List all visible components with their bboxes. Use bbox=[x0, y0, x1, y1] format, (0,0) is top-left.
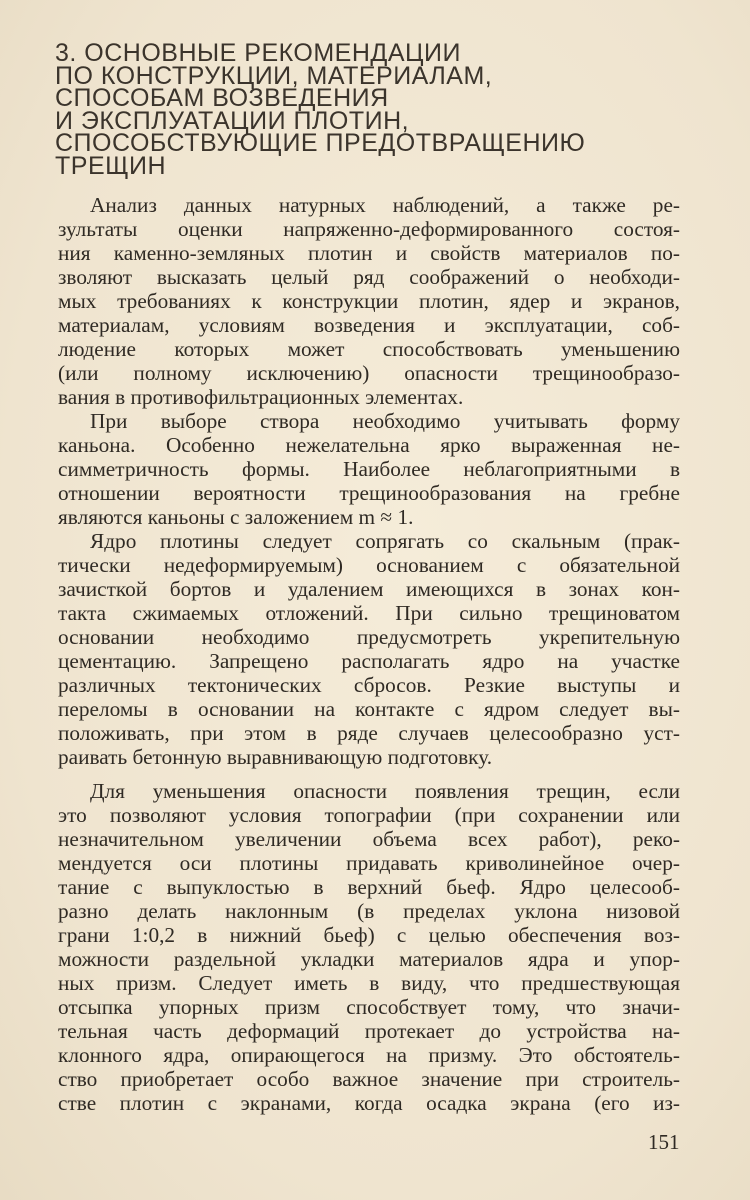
text-line: ство приобретает особо важное значение при строитель- bbox=[58, 1067, 680, 1091]
text-line: вания в противофильтрационных элементах. bbox=[58, 385, 464, 409]
text-line: Ядро плотины следует сопрягать со скальным (прак- bbox=[90, 529, 680, 553]
text-line: основании необходимо предусмотреть укрепительную bbox=[58, 625, 680, 649]
text-line: грани 1:0,2 в нижний бьеф) с целью обеспечения воз- bbox=[58, 923, 680, 947]
text-line: Анализ данных натурных наблюдений, а также ре- bbox=[90, 193, 680, 217]
heading-line: И ЭКСПЛУАТАЦИИ ПЛОТИН, bbox=[55, 106, 410, 135]
heading-line: 3. ОСНОВНЫЕ РЕКОМЕНДАЦИИ bbox=[55, 39, 461, 67]
paragraph-cracks bbox=[58, 779, 680, 1115]
text-line: клонного ядра, опирающегося на призму. Это обстоятель- bbox=[58, 1043, 680, 1067]
text-line: зультаты оценки напряженно-деформированного состоя- bbox=[58, 217, 680, 241]
text-line: материалам, условиям возведения и эксплуатации, соб- bbox=[58, 313, 680, 337]
paragraph-canyon bbox=[58, 409, 680, 529]
text-line: различных тектонических сбросов. Резкие выступы и bbox=[58, 673, 680, 697]
text-line: это позволяют условия топографии (при сохранении или bbox=[58, 803, 680, 827]
text-line: можности раздельной укладки материалов ядра и упор- bbox=[58, 947, 680, 971]
heading-line: СПОСОБАМ ВОЗВЕДЕНИЯ bbox=[55, 84, 389, 112]
text-line: являются каньоны с заложением m ≈ 1. bbox=[58, 505, 414, 529]
text-line: такта сжимаемых отложений. При сильно трещиноватом bbox=[58, 601, 680, 625]
text-line: мых требованиях к конструкции плотин, ядер и экранов, bbox=[58, 289, 680, 313]
paragraph-analysis bbox=[58, 193, 680, 409]
text-line: (или полному исключению) опасности трещинообразо- bbox=[58, 361, 680, 385]
text-line: переломы в основании на контакте с ядром следует вы- bbox=[58, 697, 680, 721]
heading-line: ПО КОНСТРУКЦИИ, МАТЕРИАЛАМ, bbox=[55, 61, 493, 90]
text-line: зволяют высказать целый ряд соображений о необходи- bbox=[58, 265, 680, 289]
text-line: цементацию. Запрещено располагать ядро на участке bbox=[58, 649, 680, 673]
text-line: отношении вероятности трещинообразования на гребне bbox=[58, 481, 680, 505]
text-line: мендуется оси плотины придавать криволинейное очер- bbox=[58, 851, 680, 875]
text-line: раивать бетонную выравнивающую подготовку. bbox=[58, 745, 493, 769]
text-line: тельная часть деформаций протекает до устройства на- bbox=[58, 1019, 680, 1043]
text-line: зачисткой бортов и удалением имеющихся в зонах кон- bbox=[58, 577, 680, 601]
text-line: симметричность формы. Наиболее неблагоприятными в bbox=[58, 457, 680, 481]
text-line: Для уменьшения опасности появления трещин, если bbox=[90, 779, 680, 803]
text-line: отсыпка упорных призм способствует тому, что значи- bbox=[58, 995, 680, 1019]
text-line: разно делать наклонным (в пределах уклона низовой bbox=[58, 899, 680, 923]
text-line: положивать, при этом в ряде случаев целесообразно уст- bbox=[58, 721, 680, 745]
body-text bbox=[58, 193, 680, 1115]
text-line: ния каменно-земляных плотин и свойств материалов по- bbox=[58, 241, 680, 265]
heading-line: ТРЕЩИН bbox=[55, 151, 167, 180]
text-line: стве плотин с экранами, когда осадка экрана (его из- bbox=[58, 1091, 680, 1115]
text-line: каньона. Особенно нежелательна ярко выраженная не- bbox=[58, 433, 680, 457]
section-heading bbox=[55, 39, 695, 180]
page-number: 151 bbox=[648, 1130, 680, 1154]
text-line: При выборе створа необходимо учитывать форму bbox=[90, 409, 680, 433]
text-line: людение которых может способствовать уменьшению bbox=[58, 337, 680, 361]
text-line: незначительном увеличении объема всех работ), реко- bbox=[58, 827, 680, 851]
heading-line: СПОСОБСТВУЮЩИЕ ПРЕДОТВРАЩЕНИЮ bbox=[55, 129, 586, 157]
text-line: тически недеформируемым) основанием с обязательной bbox=[58, 553, 680, 577]
text-line: ных призм. Следует иметь в виду, что предшествующая bbox=[58, 971, 680, 995]
text-line: тание с выпуклостью в верхний бьеф. Ядро целесооб- bbox=[58, 875, 680, 899]
paragraph-core bbox=[58, 529, 680, 769]
